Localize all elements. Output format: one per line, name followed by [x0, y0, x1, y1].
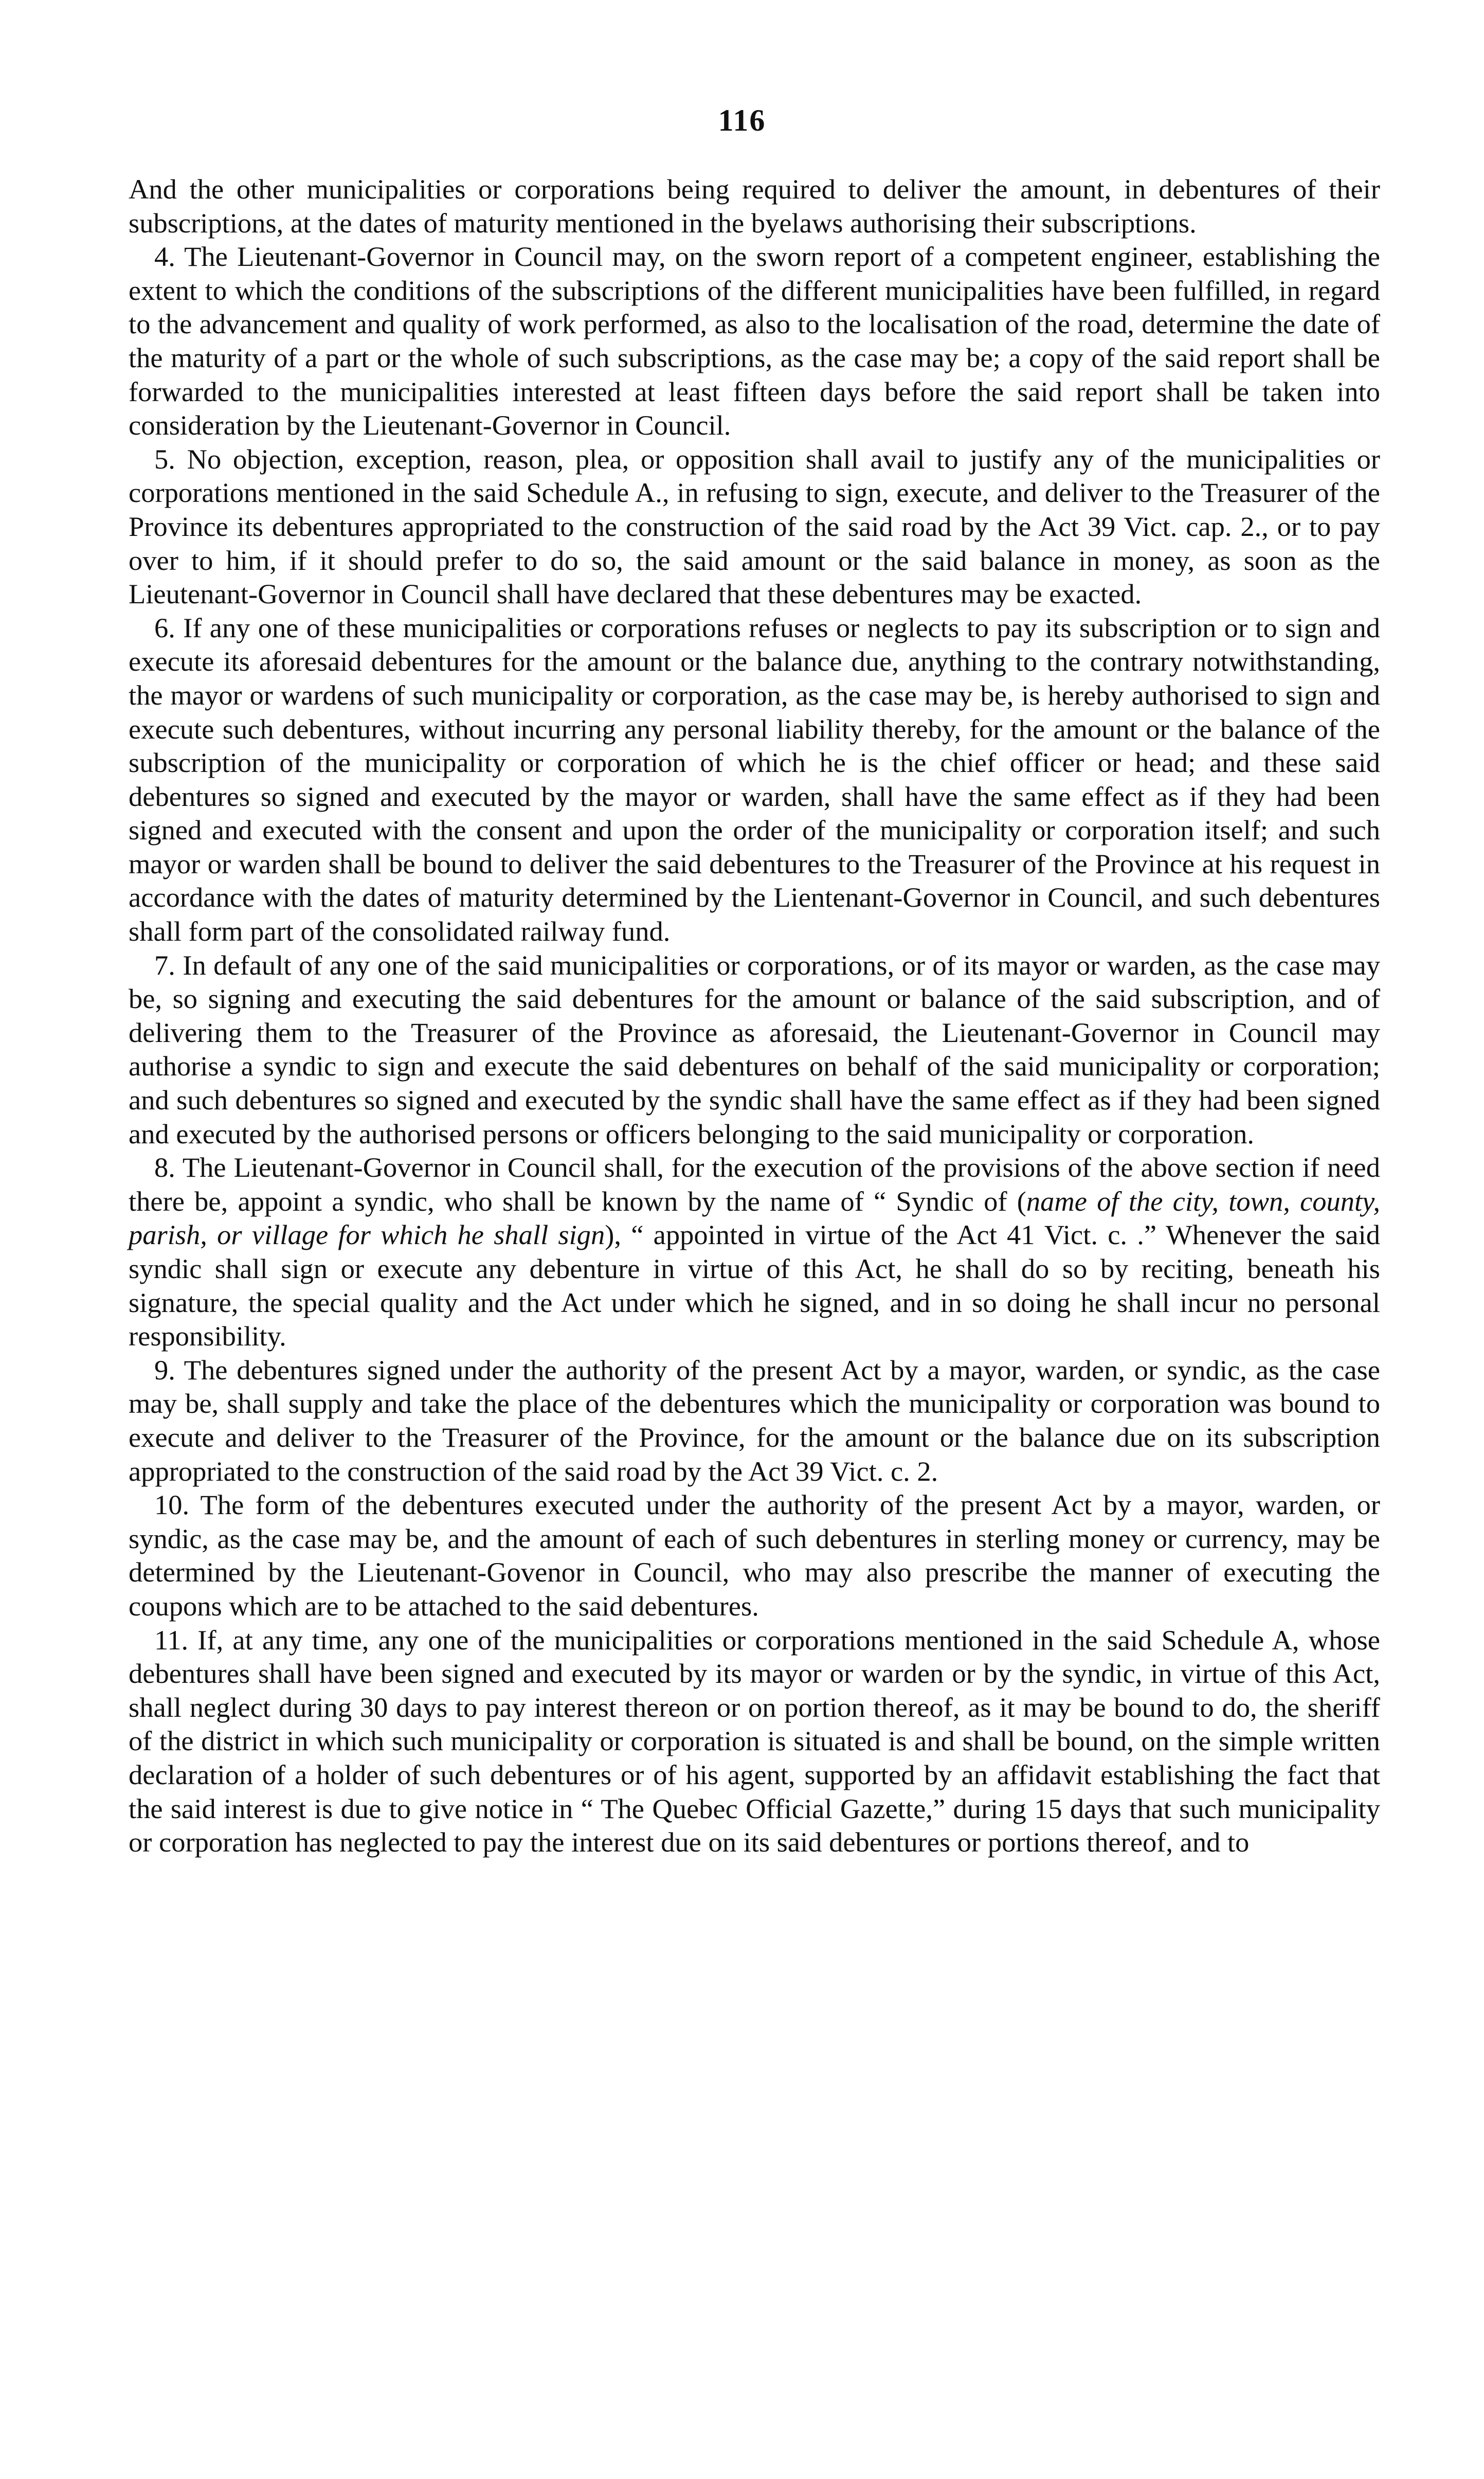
section-10: 10. The form of the debentures executed under the authority of the present Act by a mayor, warden, or syndic, as the case may be, and the amount of each of such debentures in sterling money or currency, may be determined by the Lieutenant-Govenor in Council, who may also prescribe the manner of executing the coupons which are to be attached to the said debentures. [129, 1489, 1380, 1622]
section-7: 7. In default of any one of the said municipalities or corporations, or of its mayor or warden, as the case may be, so signing and executing the said debentures for the amount or balance of the said subscription, and of delivering them to the Treasurer of the Province as aforesaid, the Lieutenant-Governor in Council may authorise a syndic to sign and execute the said debentures on behalf of the said municipality or corporation; and such debentures so signed and executed by the syndic shall have the same effect as if they had been signed and executed by the authorised persons or officers belonging to the said municipality or corporation. [129, 949, 1380, 1149]
section-8 [129, 1151, 1380, 1353]
section-6: 6. If any one of these municipalities or corporations refuses or neglects to pay its subscription or to sign and execute its aforesaid debentures for the amount or the balance due, anything to the contrary notwithstanding, the mayor or wardens of such municipality or corporation, as the case may be, is hereby authorised to sign and execute such debentures, without incurring any personal liability thereby, for the amount or the balance of the subscription of the municipality or corporation of which he is the chief officer or head; and these said debentures so signed and executed by the mayor or warden, shall have the same effect as if they had been signed and executed with the consent and upon the order of the municipality or corporation itself; and such mayor or warden shall be bound to deliver the said debentures to the Treasurer of the Province at his request in accordance with the dates of maturity determined by the Lientenant-Governor in Council, and such debentures shall form part of the consolidated railway fund. [129, 612, 1380, 947]
section-11: 11. If, at any time, any one of the municipalities or corporations mentioned in the said Schedule A, whose debentures shall have been signed and executed by its mayor or warden or by the syndic, in virtue of this Act, shall neglect during 30 days to pay interest thereon or on portion thereof, as it may be bound to do, the sheriff of the district in which such municipality or corporation is situated is and shall be bound, on the simple written declaration of a holder of such debentures or of his agent, supported by an affidavit establishing the fact that the said interest is due to give notice in “ The Quebec Official Gazette,” during 15 days that such municipality or corporation has neglected to pay the interest due on its said debentures or portions thereof, and to [129, 1624, 1380, 1858]
paragraph-continuation: And the other municipalities or corporations being required to deliver the amount, in debentures of their subscriptions, at the dates of maturity mentioned in the byelaws authorising their subscriptions. [129, 173, 1380, 239]
section-9: 9. The debentures signed under the authority of the present Act by a mayor, warden, or syndic, as the case may be, shall supply and take the place of the debentures which the municipality or corporation was bound to execute and deliver to the Treasurer of the Province, for the amount or the balance due on its subscription appropriated to the construction of the said road by the Act 39 Vict. c. 2. [129, 1354, 1380, 1487]
section-4: 4. The Lieutenant-Governor in Council may, on the sworn report of a competent engineer, establishing the extent to which the conditions of the subscriptions of the different municipalities have been fulfilled, in regard to the advancement and quality of work performed, as also to the localisation of the road, determine the date of the maturity of a part or the whole of such subscriptions, as the case may be; a copy of the said report shall be forwarded to the municipalities interested at least fifteen days before the said report shall be taken into consideration by the Lieutenant-Governor in Council. [129, 241, 1380, 441]
section-8-part-a: 8. The Lieutenant-Governor in Council shall, for the execution of the provisions of the above section if need there be, appoint a syndic, who shall be known by the name of “ Syndic of ( [129, 1152, 1380, 1217]
page-number: 116 [718, 103, 766, 137]
section-5: 5. No objection, exception, reason, plea, or opposition shall avail to justify any of the municipalities or corporations mentioned in the said Schedule A., in refusing to sign, execute, and deliver to the Treasurer of the Province its debentures appropriated to the construction of the said road by the Act 39 Vict. cap. 2., or to pay over to him, if it should prefer to do so, the said amount or the said balance in money, as soon as the Lieutenant-Governor in Council shall have declared that these debentures may be exacted. [129, 443, 1380, 610]
body-text [129, 172, 1380, 1859]
section-8-italic: name of the city, town, county, parish, or village for which he shall sign [129, 1185, 1380, 1251]
section-8-part-b: ), “ appointed in virtue of the Act 41 Vict. c. .” Whenever the said syndic shall sign or execute any debenture in virtue of this Act, he shall do so by reciting, beneath his signature, the special quality and the Act under which he signed, and in so doing he shall incur no personal responsibility. [129, 1219, 1380, 1352]
